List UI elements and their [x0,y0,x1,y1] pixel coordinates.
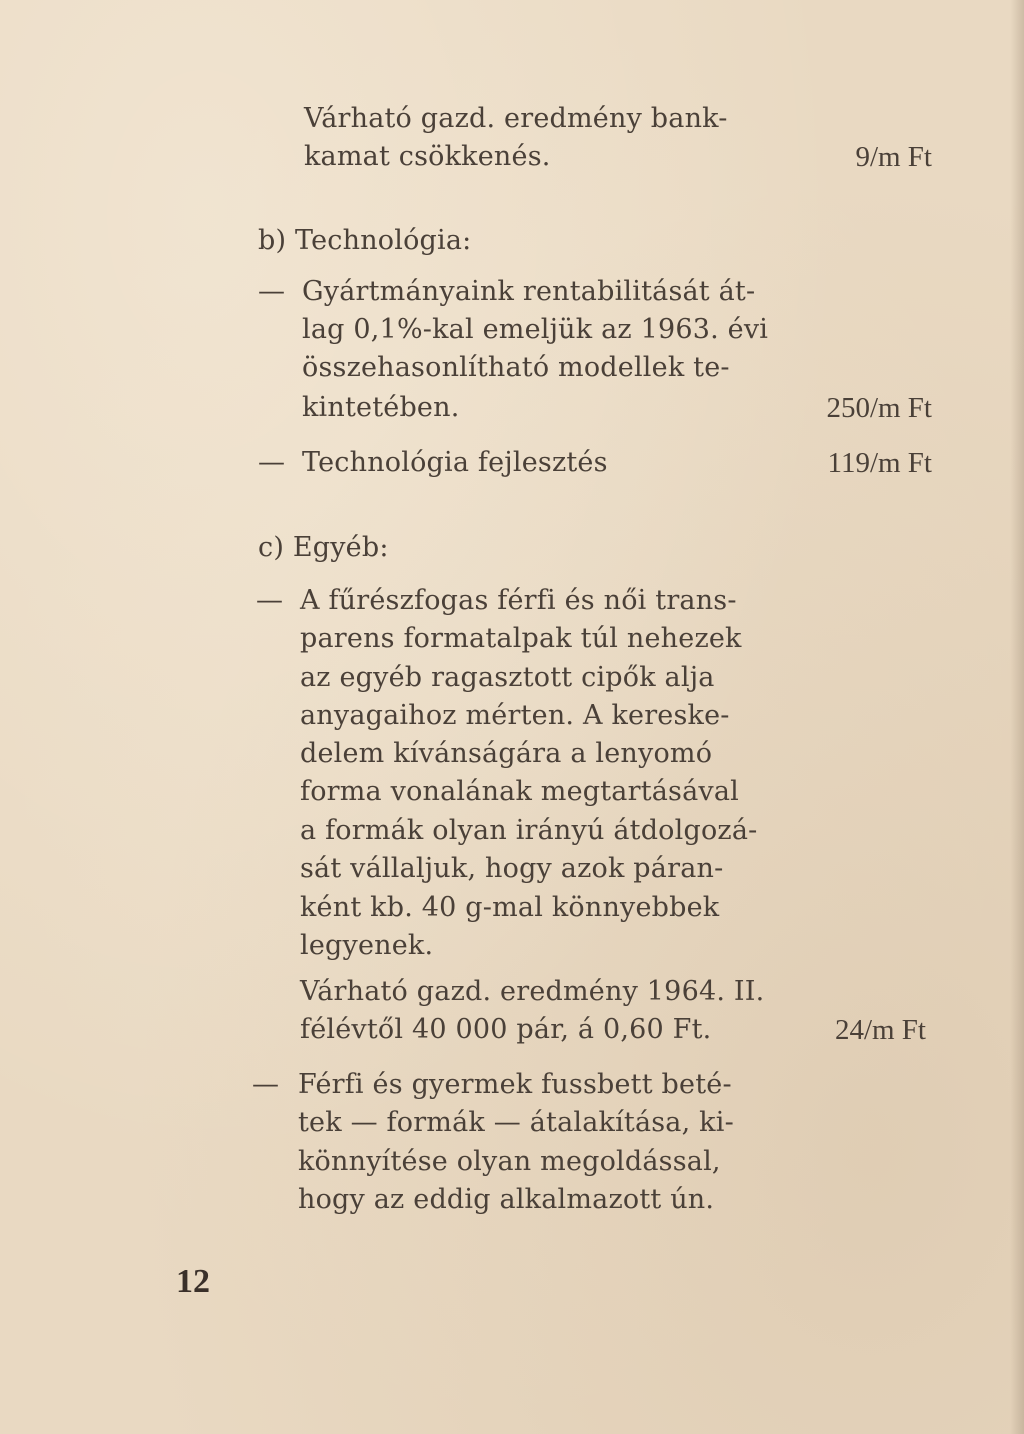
section-b-item1-amount: 250/m Ft [826,392,932,424]
section-c-item2-line-1: Férfi és gyermek fussbett beté- [298,1069,732,1100]
section-c-item1-line-4: anyagaihoz mérten. A kereske- [300,700,730,731]
section-b-item1-line-2: lag 0,1%-kal emeljük az 1963. évi [302,314,769,345]
section-b-item1-line-3: összehasonlítható modellek te- [302,352,730,383]
section-c-item2-line-2: tek — formák — átalakítása, ki- [298,1107,734,1138]
section-a-line-2: kamat csökkenés. [304,141,551,172]
section-c-item2-dash: — [252,1069,279,1100]
section-b-heading: b) Technológia: [258,225,472,256]
section-b-item1-line-1: Gyártmányaink rentabilitását át- [302,276,756,307]
section-b-item1-line-4: kintetében. [302,392,460,423]
section-c-item1-line-2: parens formatalpak túl nehezek [300,623,742,654]
section-a-line-1: Várható gazd. eredmény bank- [304,103,728,134]
page-number: 12 [176,1263,210,1300]
section-c-item1-result-line-2: félévtől 40 000 pár, á 0,60 Ft. [300,1014,712,1045]
section-c-item1-line-10: legyenek. [300,930,434,961]
section-b-item2-line: Technológia fejlesztés [302,447,608,478]
section-c-item1-line-3: az egyéb ragasztott cipők alja [300,662,715,693]
section-c-item1-amount: 24/m Ft [834,1014,926,1046]
section-c-heading: c) Egyéb: [258,532,389,563]
section-c-item1-line-8: sát vállaljuk, hogy azok páran- [300,853,724,884]
section-c-item1-result-line-1: Várható gazd. eredmény 1964. II. [300,976,765,1007]
section-c-item2-line-4: hogy az eddig alkalmazott ún. [298,1184,715,1215]
section-b-item1-dash: — [258,276,285,307]
section-c-item1-dash: — [256,585,283,616]
section-c-item1-line-9: ként kb. 40 g-mal könnyebbek [300,892,720,923]
section-c-item2-line-3: könnyítése olyan megoldással, [298,1146,721,1177]
section-b-item2-amount: 119/m Ft [827,447,932,479]
section-a-amount: 9/m Ft [855,141,932,173]
section-c-item1-line-5: delem kívánságára a lenyomó [300,738,713,769]
section-c-item1-line-6: forma vonalának megtartásával [300,776,739,807]
section-b-item2-dash: — [258,447,285,478]
section-c-item1-line-1: A fűrészfogas férfi és női trans- [300,585,737,616]
page-edge-shadow [1010,0,1024,1434]
section-c-item1-line-7: a formák olyan irányú átdolgozá- [300,815,758,846]
